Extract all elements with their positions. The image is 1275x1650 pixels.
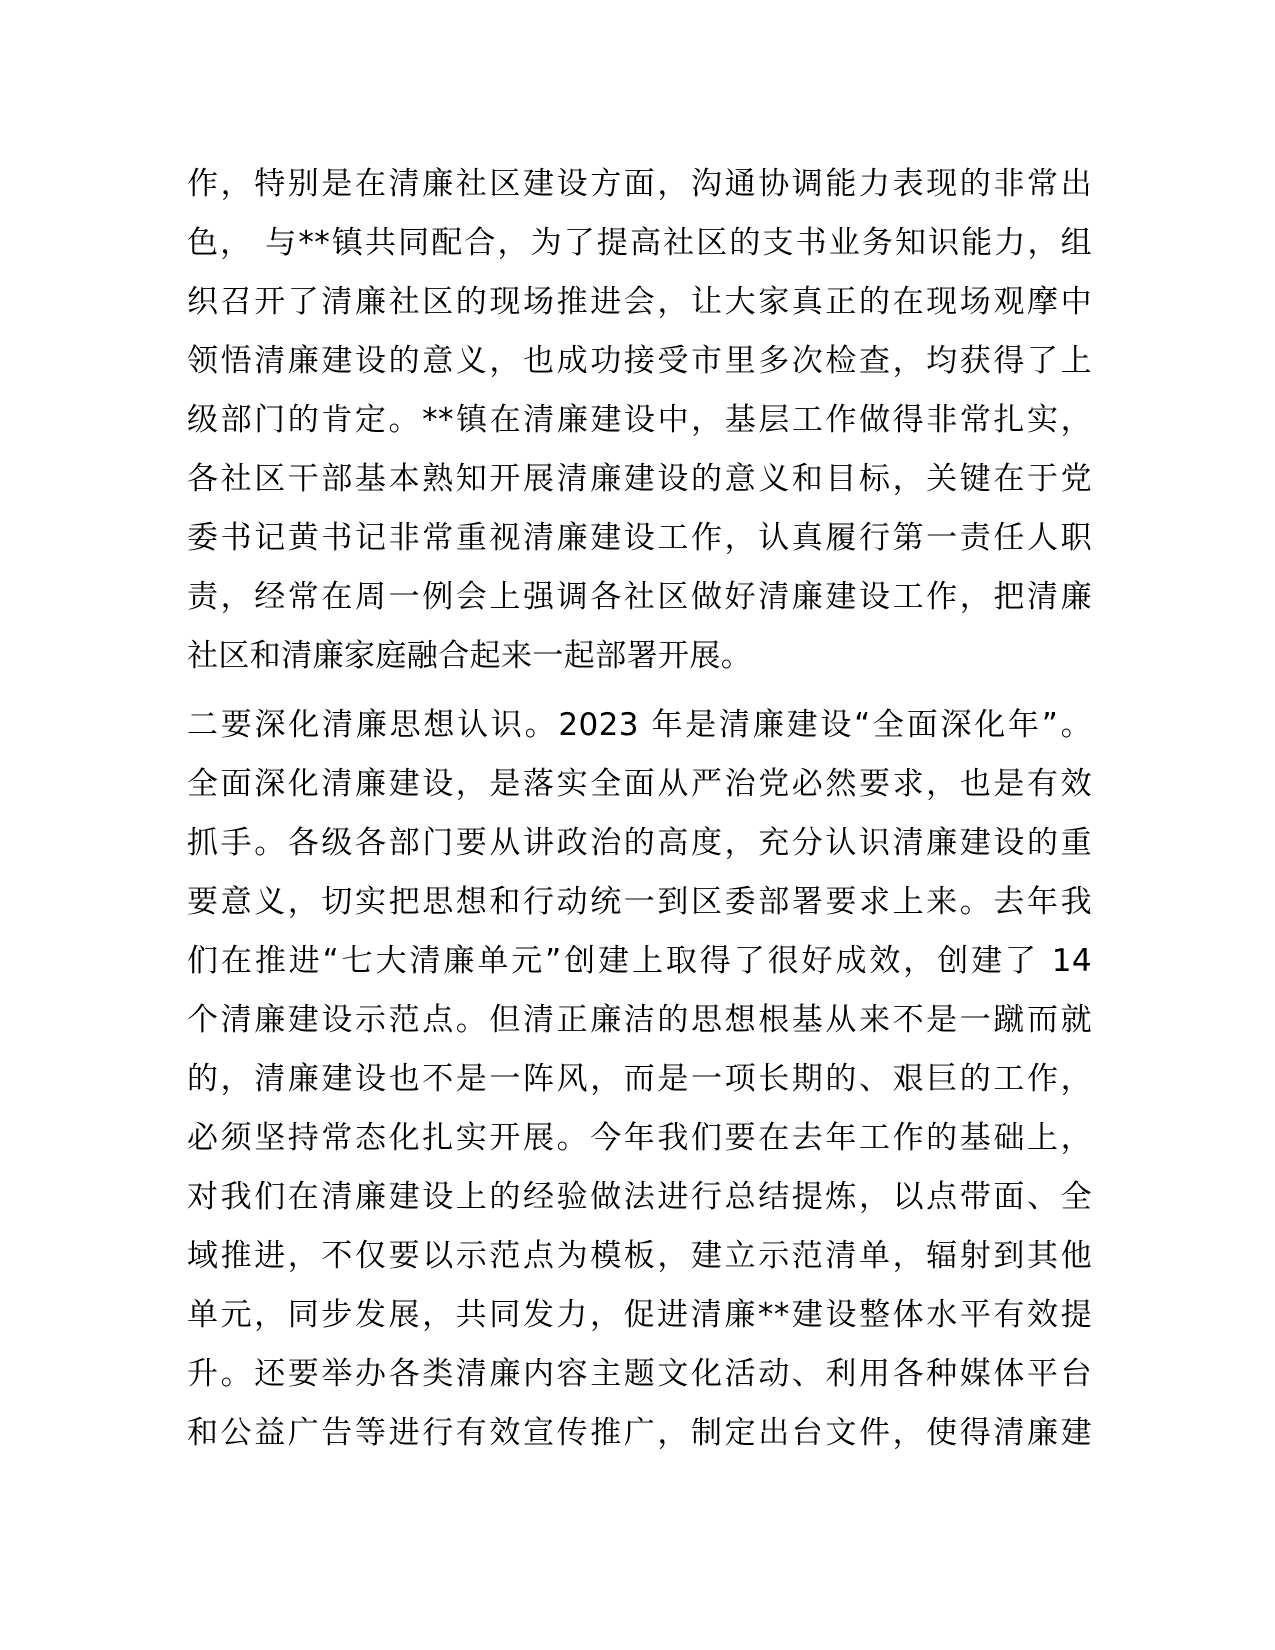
text-line: 级部门的肯定。**镇在清廉建设中，基层工作做得非常扎实，	[187, 402, 1092, 438]
text-line: 个清廉建设示范点。但清正廉洁的思想根基从来不是一蹴而就	[187, 1002, 1092, 1038]
text-line: 领悟清廉建设的意义，也成功接受市里多次检查，均获得了上	[187, 343, 1092, 379]
paragraph-2	[187, 696, 1092, 1463]
text-line: 们在推进“七大清廉单元”创建上取得了很好成效，创建了 14	[187, 943, 1092, 979]
text-line: 必须坚持常态化扎实开展。今年我们要在去年工作的基础上，	[187, 1120, 1092, 1156]
text-line: 各社区干部基本熟知开展清廉建设的意义和目标，关键在于党	[187, 461, 1092, 497]
paragraph-gap	[187, 686, 1092, 696]
text-line: 委书记黄书记非常重视清廉建设工作，认真履行第一责任人职	[187, 520, 1092, 556]
text-line: 织召开了清廉社区的现场推进会，让大家真正的在现场观摩中	[187, 284, 1092, 320]
paragraph-1	[187, 155, 1092, 686]
text-line: 要意义，切实把思想和行动统一到区委部署要求上来。去年我	[187, 884, 1092, 920]
text-line: 升。还要举办各类清廉内容主题文化活动、利用各种媒体平台	[187, 1356, 1092, 1392]
text-line: 社区和清廉家庭融合起来一起部署开展。	[187, 638, 753, 674]
text-line: 域推进，不仅要以示范点为模板，建立示范清单，辐射到其他	[187, 1238, 1092, 1274]
text-line: 色， 与**镇共同配合，为了提高社区的支书业务知识能力，组	[187, 225, 1092, 261]
text-line: 全面深化清廉建设，是落实全面从严治党必然要求，也是有效	[187, 766, 1092, 802]
text-line: 抓手。各级各部门要从讲政治的高度，充分认识清廉建设的重	[187, 825, 1092, 861]
text-line: 对我们在清廉建设上的经验做法进行总结提炼，以点带面、全	[187, 1179, 1092, 1215]
text-line: 和公益广告等进行有效宣传推广，制定出台文件，使得清廉建	[187, 1415, 1092, 1451]
body-text	[187, 155, 1092, 1463]
text-line: 作，特别是在清廉社区建设方面，沟通协调能力表现的非常出	[187, 166, 1092, 202]
text-line: 责，经常在周一例会上强调各社区做好清廉建设工作，把清廉	[187, 579, 1092, 615]
text-line: 二要深化清廉思想认识。2023 年是清廉建设“全面深化年”。	[187, 707, 1092, 743]
text-line: 的，清廉建设也不是一阵风，而是一项长期的、艰巨的工作，	[187, 1061, 1092, 1097]
text-line: 单元，同步发展，共同发力，促进清廉**建设整体水平有效提	[187, 1297, 1092, 1333]
